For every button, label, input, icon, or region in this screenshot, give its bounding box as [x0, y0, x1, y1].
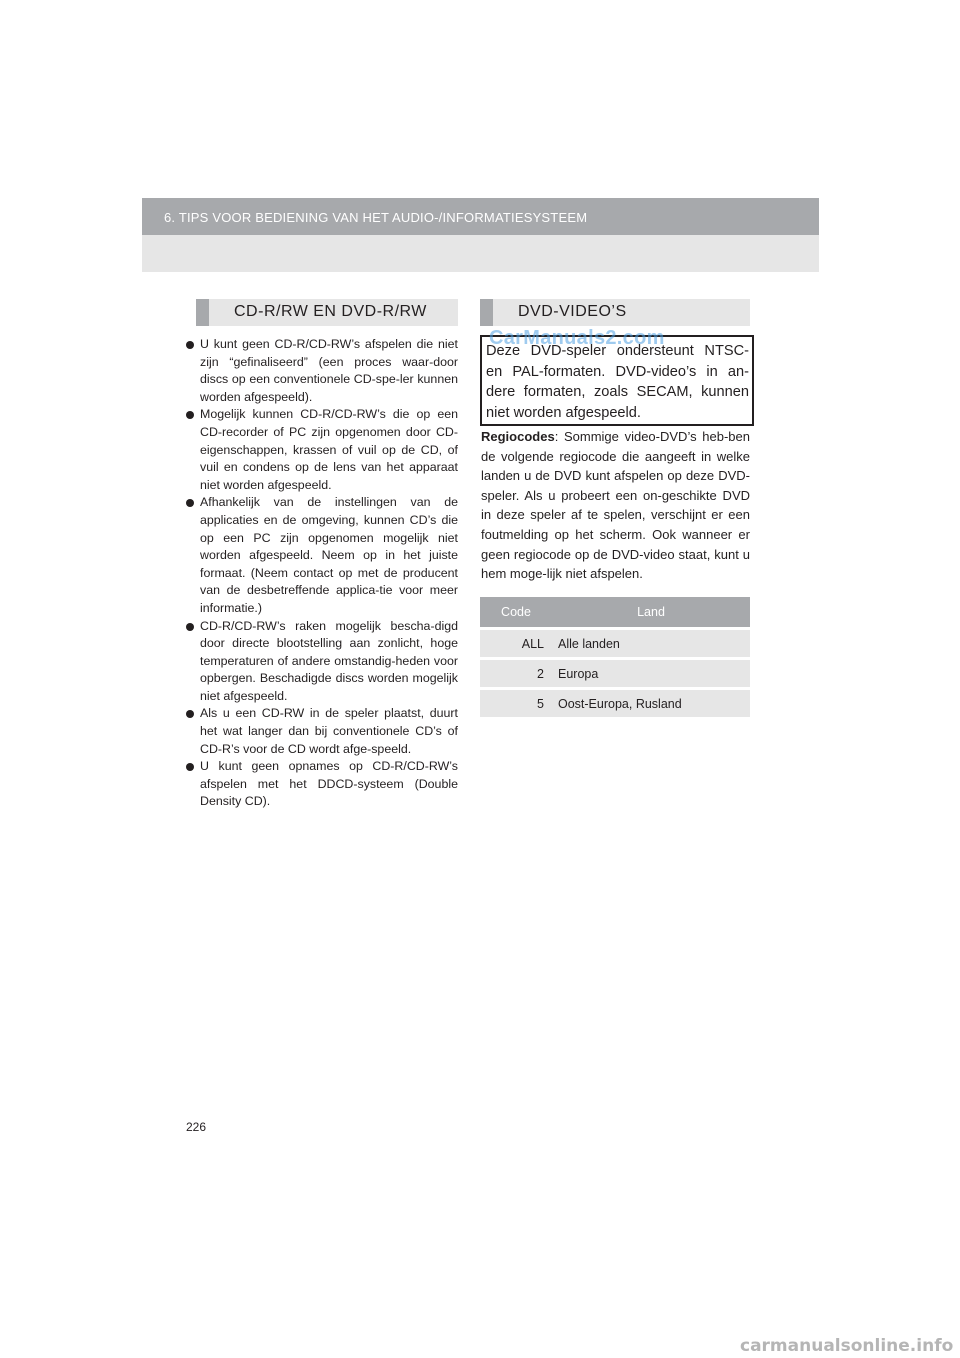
- list-item-text: CD-R/CD-RW’s raken mogelijk bescha-digd door directe blootstelling aan zonlicht, hoge temperaturen of andere omstandig-heden voor opbergen. Beschadigde discs worden mogelijk niet afgespeeld.: [200, 618, 458, 703]
- bullet-icon: [186, 763, 194, 771]
- table-row: [480, 627, 750, 657]
- regiocodes-label: Regiocodes: [481, 429, 555, 444]
- list-item: [186, 336, 458, 406]
- table-header-row: [480, 597, 750, 627]
- chapter-header-strip: [142, 198, 819, 235]
- table-row: [480, 687, 750, 717]
- bullet-icon: [186, 623, 194, 631]
- cell-land: Alle landen: [552, 627, 750, 657]
- cell-land: Oost-Europa, Rusland: [552, 687, 750, 717]
- regiocodes-paragraph: [481, 427, 750, 584]
- section-heading-marker: [480, 299, 493, 326]
- list-item-text: Als u een CD-RW in de speler plaatst, duurt het wat langer dan bij conventionele CD’s of CD-R’s voor de CD wordt afge-speeld.: [200, 706, 458, 756]
- watermark-top: CarManuals2.com: [489, 327, 665, 349]
- bullet-icon: [186, 411, 194, 419]
- list-item-text: U kunt geen opnames op CD-R/CD-RW’s afspelen met het DDCD-systeem (Double Density CD).: [200, 759, 458, 809]
- column-header-land: Land: [552, 597, 750, 627]
- watermark-bottom: carmanualsonline.info: [740, 1336, 954, 1356]
- section-heading-dvd-video: [480, 299, 750, 326]
- list-item: [186, 494, 458, 617]
- bullet-icon: [186, 499, 194, 507]
- column-header-code: Code: [480, 597, 552, 627]
- regiocodes-text: : Sommige video-DVD’s heb-ben de volgende regiocode die aangeeft in welke landen u de DVD kunt afspelen op deze DVD-speler. Als u probeert een on-geschikte DVD in deze speler af te spelen, verschijnt er een foutmelding op het scherm. Ook wanneer er geen regiocode op de DVD-video staat, kunt u hem moge-lijk niet afspelen.: [481, 429, 750, 582]
- chapter-title: 6. TIPS VOOR BEDIENING VAN HET AUDIO-/INFORMATIESYSTEEM: [164, 210, 588, 225]
- list-item: [186, 758, 458, 811]
- bullet-list: [186, 336, 458, 811]
- cell-code: 5: [480, 687, 552, 717]
- section-heading-cd-r: [196, 299, 458, 326]
- section-heading-marker: [196, 299, 209, 326]
- list-item-text: Mogelijk kunnen CD-R/CD-RW’s die op een CD-recorder of PC zijn opgenomen door CD-eigenschappen, krassen of vuil op de CD, of vuil en condens op de lens van het apparaat niet worden afgespeeld.: [200, 407, 458, 492]
- table-row: [480, 657, 750, 687]
- list-item: [186, 406, 458, 494]
- chapter-header: [142, 198, 819, 272]
- list-item: [186, 705, 458, 758]
- list-item: [186, 618, 458, 706]
- page-number: 226: [186, 1120, 207, 1134]
- bullet-icon: [186, 341, 194, 349]
- section-heading-title: CD-R/RW EN DVD-R/RW: [234, 303, 427, 320]
- region-code-table: [480, 597, 750, 717]
- cell-code: 2: [480, 657, 552, 687]
- bullet-icon: [186, 710, 194, 718]
- cell-land: Europa: [552, 657, 750, 687]
- list-item-text: Afhankelijk van de instellingen van de applicaties en de omgeving, kunnen CD’s die op een PC zijn opgenomen mogelijk niet worden afgespeeld. Neem op in het juiste formaat. (Neem contact op met de producent van de desbetreffende applica-tie voor meer informatie.): [200, 495, 458, 615]
- section-heading-title: DVD-VIDEO’S: [518, 303, 627, 320]
- cell-code: ALL: [480, 627, 552, 657]
- list-item-text: U kunt geen CD-R/CD-RW’s afspelen die niet zijn “gefinaliseerd” (een proces waar-door discs op een conventionele CD-spe-ler kunnen worden afgespeeld).: [200, 337, 458, 404]
- note-box: Deze DVD-speler ondersteunt NTSC- en PAL-formaten. DVD-video’s in an-dere formaten, zoals SECAM, kunnen niet worden afgespeeld.: [480, 335, 754, 426]
